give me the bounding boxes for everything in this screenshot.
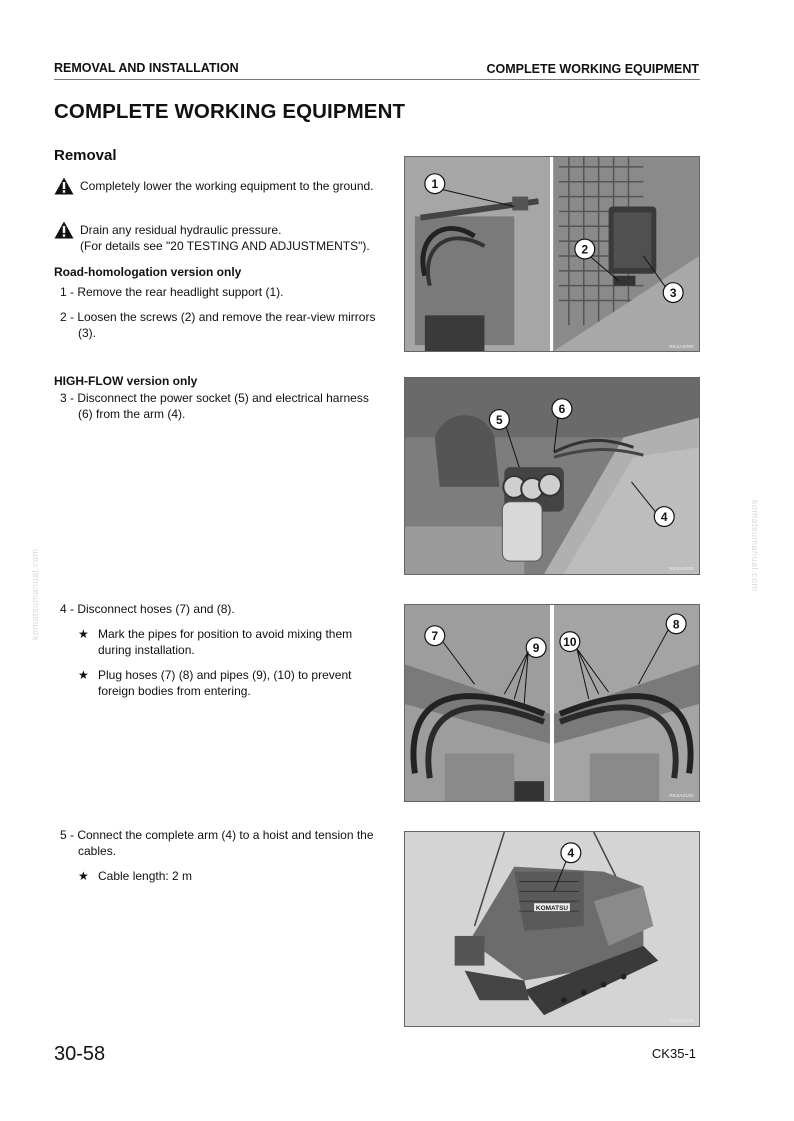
note-text-cont: foreign bodies from entering.	[98, 684, 251, 698]
step-4-text: 4 - Disconnect hoses (7) and (8).	[60, 602, 235, 616]
step-5	[60, 827, 380, 859]
note-text: Cable length: 2 m	[98, 869, 193, 883]
photo-power-socket	[404, 377, 700, 575]
callout-6: 6	[558, 402, 566, 417]
watermark-left: komatsumanual.com	[30, 548, 40, 640]
step-5-text: 5 - Connect the complete arm (4) to a hoist and tension the	[60, 828, 374, 842]
star-icon: ★	[78, 627, 89, 641]
callout-10: 10	[563, 635, 577, 650]
watermark-right: komatsumanual.com	[750, 500, 760, 592]
warning-lower-equipment	[54, 178, 384, 194]
step-2	[60, 309, 380, 341]
callout-2: 2	[581, 242, 589, 257]
warning-icon	[54, 221, 74, 239]
header-divider	[54, 79, 700, 80]
step-3-text: 3 - Disconnect the power socket (5) and electrical harness	[60, 391, 369, 405]
callout-7: 7	[431, 629, 439, 644]
star-icon: ★	[78, 869, 89, 883]
step-2-text-cont: (3).	[78, 326, 96, 340]
warning-icon	[54, 177, 74, 195]
callout-4: 4	[567, 846, 575, 861]
step-2-text: 2 - Loosen the screws (2) and remove the rear-view mirrors	[60, 310, 376, 324]
callout-8: 8	[672, 617, 680, 632]
step-5-text-cont: cables.	[78, 844, 117, 858]
photo-hoist-arm	[404, 831, 700, 1027]
warning-drain-pressure	[54, 222, 384, 254]
step-4-note-mark	[78, 626, 380, 658]
step-1	[60, 284, 380, 300]
step-5-note-cable	[78, 868, 380, 884]
page-number: 30-58	[54, 1043, 106, 1065]
section-title: Removal	[54, 147, 117, 164]
photo-code: RKSA2090	[669, 567, 694, 573]
callout-4: 4	[660, 510, 668, 525]
step-3	[60, 390, 380, 422]
photo-headlight-mirror	[404, 156, 700, 352]
road-homologation-heading: Road-homologation version only	[54, 265, 242, 279]
photo-code: RKSA2080	[669, 345, 694, 351]
warning-text: Completely lower the working equipment to the ground.	[80, 179, 374, 193]
warning-reference: (For details see "20 TESTING AND ADJUSTMENTS").	[80, 239, 370, 253]
note-text: Plug hoses (7) (8) and pipes (9), (10) to prevent	[98, 668, 352, 682]
callout-1: 1	[431, 177, 439, 192]
header-chapter-label: COMPLETE WORKING EQUIPMENT	[486, 62, 699, 76]
header-section-label: REMOVAL AND INSTALLATION	[54, 61, 239, 75]
brand-label: KOMATSU	[535, 905, 569, 913]
highflow-heading: HIGH-FLOW version only	[54, 374, 198, 388]
note-text-cont: during installation.	[98, 643, 195, 657]
step-4-note-plug	[78, 667, 380, 699]
callout-9: 9	[532, 641, 540, 656]
photo-code: RKSA2100	[669, 794, 694, 800]
callout-3: 3	[669, 286, 677, 301]
step-1-text: 1 - Remove the rear headlight support (1).	[60, 285, 284, 299]
star-icon: ★	[78, 668, 89, 682]
photo-hoses	[404, 604, 700, 802]
callout-5: 5	[496, 413, 503, 428]
page-title: COMPLETE WORKING EQUIPMENT	[54, 100, 406, 123]
model-code: CK35-1	[651, 1046, 696, 1061]
step-4	[60, 601, 380, 617]
note-text: Mark the pipes for position to avoid mixing them	[98, 627, 353, 641]
warning-text: Drain any residual hydraulic pressure.	[80, 223, 282, 237]
photo-code: RKSA2110	[669, 1019, 694, 1025]
step-3-text-cont: (6) from the arm (4).	[78, 407, 186, 421]
